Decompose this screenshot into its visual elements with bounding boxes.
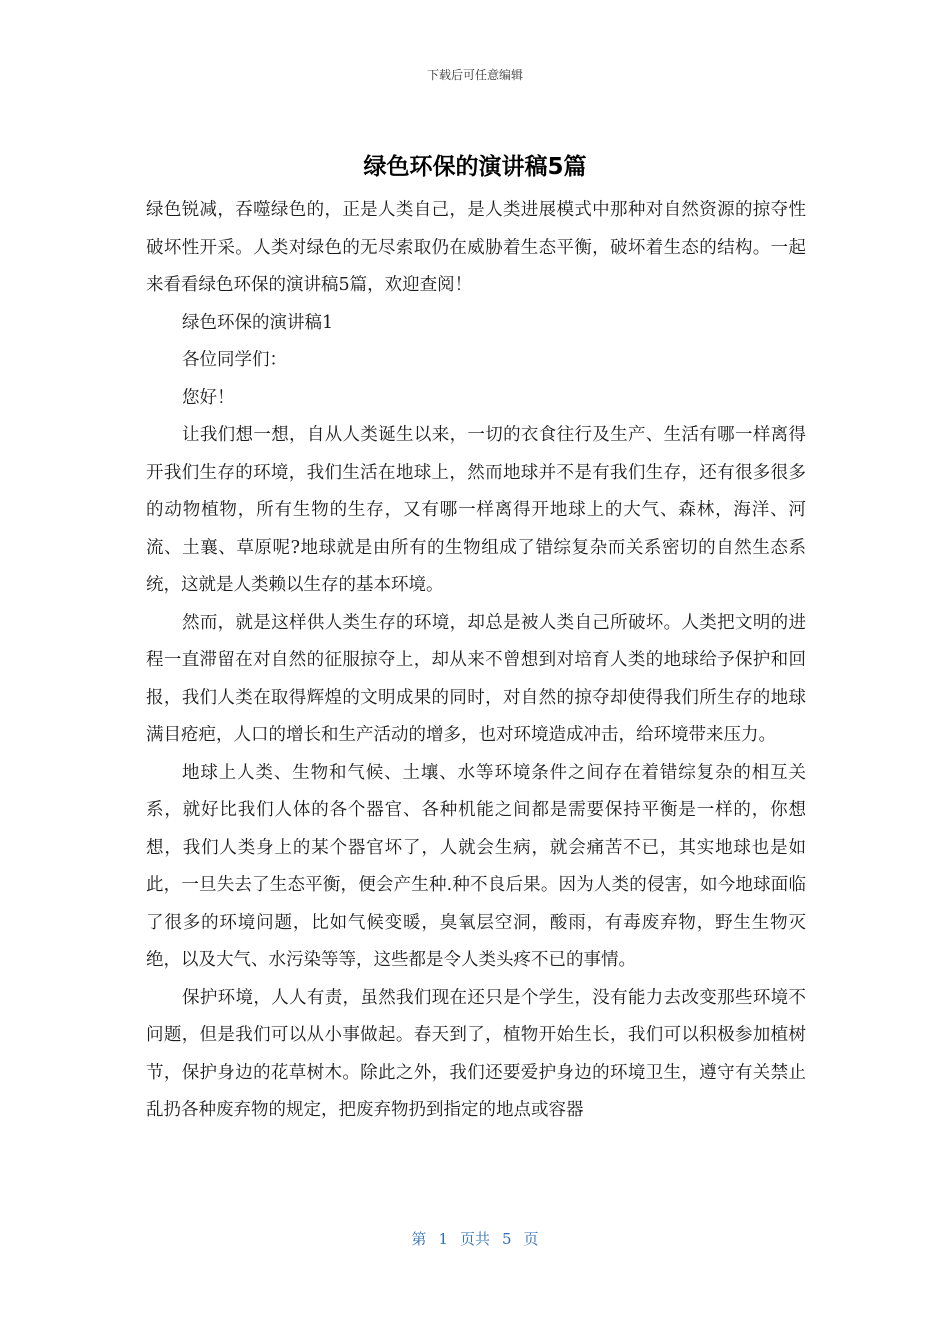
page-total: 5 — [502, 1230, 512, 1248]
page-suffix: 页 — [523, 1230, 539, 1248]
header-note: 下载后可任意编辑 — [426, 68, 523, 82]
greeting: 您好！ — [182, 387, 235, 408]
page-prefix: 第 — [411, 1230, 427, 1248]
salutation: 各位同学们： — [182, 350, 287, 370]
page-current: 1 — [438, 1230, 448, 1248]
page-mid: 页共 — [459, 1230, 490, 1248]
body-paragraph: 保护环境，人人有责，虽然我们现在还只是个学生，没有能力去改变那些环境不问题，但是我们可以从小事做起。春天到了，植物开始生长，我们可以积极参加植树节，保护身边的花草树木。除此之外，我们还要爱护身边的环境卫生，遵守有关禁止乱扔各种废弃物的规定，把废弃物扔到指定的地点或容器 — [146, 987, 806, 1120]
body-paragraph: 然而，就是这样供人类生存的环境，却总是被人类自己所破坏。人类把文明的进程一直滞留在对自然的征服掠夺上，却从来不曾想到对培育人类的地球给予保护和回报，我们人类在取得辉煌的文明成果的同时，对自然的掠夺却使得我们所生存的地球满目疮疤，人口的增长和生产活动的增多，也对环境造成冲击，给环境带来压力。 — [146, 612, 806, 745]
intro-paragraph: 绿色锐减，吞噬绿色的，正是人类自己，是人类进展模式中那种对自然资源的掠夺性破坏性开采。人类对绿色的无尽索取仍在威胁着生态平衡，破坏着生态的结构。一起来看看绿色环保的演讲稿5篇，欢迎查阅！ — [146, 200, 806, 295]
section-heading: 绿色环保的演讲稿1 — [182, 312, 334, 333]
document-title: 绿色环保的演讲稿5篇 — [363, 154, 587, 180]
page-number-footer — [0, 1228, 950, 1249]
body-paragraph: 地球上人类、生物和气候、土壤、水等环境条件之间存在着错综复杂的相互关系，就好比我们人体的各个器官、各种机能之间都是需要保持平衡是一样的，你想想，我们人类身上的某个器官坏了，人就会生病，就会痛苦不已，其实地球也是如此，一旦失去了生态平衡，便会产生种.种不良后果。因为人类的侵害，如今地球面临了很多的环境问题，比如气候变暖，臭氧层空洞，酸雨，有毒废弃物，野生生物灭绝，以及大气、水污染等等，这些都是令人类头疼不已的事情。 — [146, 762, 806, 970]
document-body — [146, 192, 806, 1130]
body-paragraph: 让我们想一想，自从人类诞生以来，一切的衣食往行及生产、生活有哪一样离得开我们生存的环境，我们生活在地球上，然而地球并不是有我们生存，还有很多很多的动物植物，所有生物的生存，又有哪一样离得开地球上的大气、森林，海洋、河流、土襄、草原呢?地球就是由所有的生物组成了错综复杂而关系密切的自然生态系统，这就是人类赖以生存的基本环境。 — [146, 425, 806, 595]
